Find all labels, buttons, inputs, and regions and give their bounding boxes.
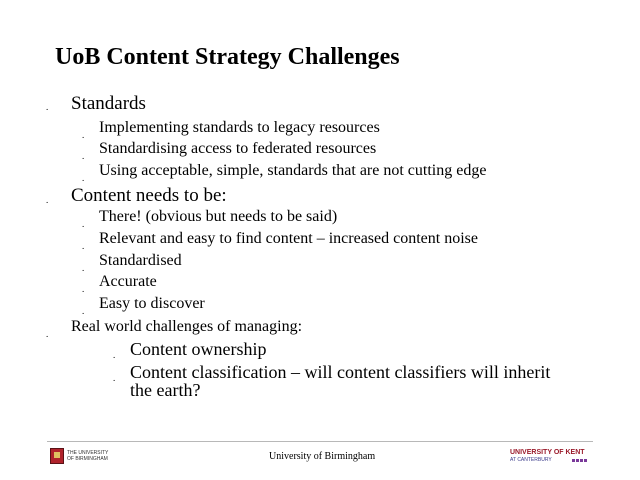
bullet-icon: . xyxy=(82,306,85,316)
bullet-icon: . xyxy=(82,173,85,183)
bullet-item-continuation: the earth? xyxy=(130,380,201,400)
slide-title: UoB Content Strategy Challenges xyxy=(55,44,400,70)
kent-logo-main: UNIVERSITY OF KENT xyxy=(510,449,585,456)
footer-divider xyxy=(47,441,593,442)
bullet-item: Content needs to be: xyxy=(71,185,227,206)
bullet-item: Real world challenges of managing: xyxy=(71,318,303,335)
bullet-icon: . xyxy=(82,130,85,140)
bullet-icon: . xyxy=(82,151,85,161)
bullet-item: Relevant and easy to find content – increased content noise xyxy=(99,230,478,247)
bullet-item: Content classification – will content classifiers will inherit xyxy=(130,362,551,382)
birmingham-logo-line2: OF BIRMINGHAM xyxy=(67,456,108,462)
bullet-icon: . xyxy=(46,329,49,339)
kent-logo-sub: AT CANTERBURY xyxy=(510,457,552,463)
crest-icon xyxy=(50,448,64,464)
bullet-icon: . xyxy=(46,102,49,112)
bullet-item: Content ownership xyxy=(130,339,267,359)
birmingham-logo xyxy=(50,448,108,464)
bullet-icon: . xyxy=(46,195,49,205)
birmingham-logo-line1: THE UNIVERSITY xyxy=(67,450,109,456)
footer-text: University of Birmingham xyxy=(269,451,376,462)
bullet-icon: . xyxy=(82,284,85,294)
bullet-icon: . xyxy=(82,263,85,273)
bullet-icon: . xyxy=(82,241,85,251)
bullet-item: Implementing standards to legacy resources xyxy=(99,119,380,136)
bullet-item: Standardised xyxy=(99,252,182,269)
bullet-item: Easy to discover xyxy=(99,295,205,312)
bullet-item: There! (obvious but needs to be said) xyxy=(99,208,338,225)
bullet-item: Standards xyxy=(71,93,146,114)
bullet-icon: . xyxy=(113,373,116,383)
bullet-icon: . xyxy=(113,350,116,360)
bullet-icon: . xyxy=(82,219,85,229)
kent-logo xyxy=(510,449,585,464)
kent-squares-icon xyxy=(572,459,587,462)
bullet-item: Standardising access to federated resources xyxy=(99,140,377,157)
bullet-item: Accurate xyxy=(99,273,157,290)
bullet-item: Using acceptable, simple, standards that are not cutting edge xyxy=(99,162,487,179)
